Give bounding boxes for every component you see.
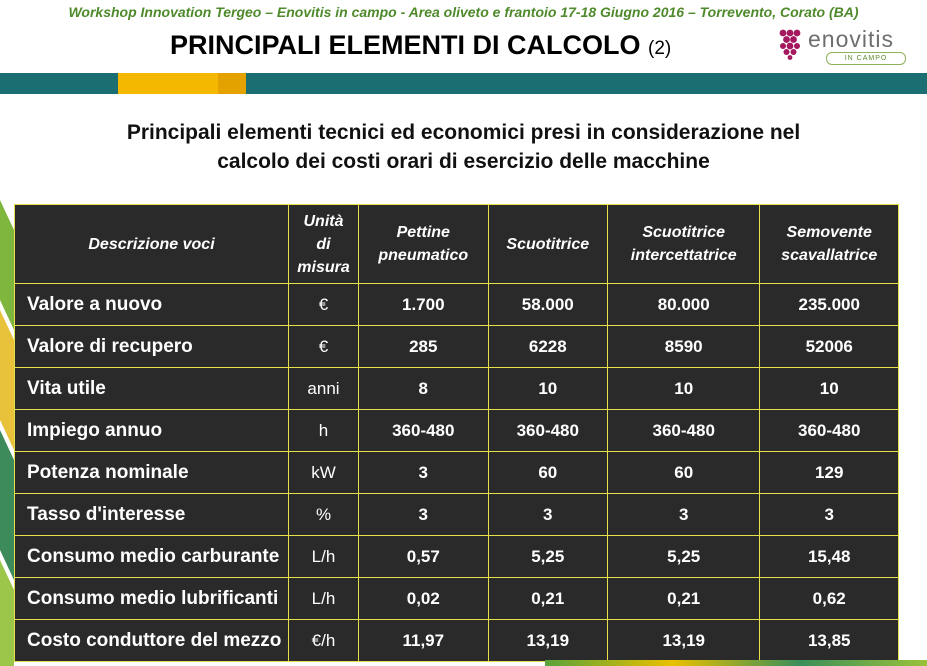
header-line: pneumatico	[378, 247, 469, 264]
table-row	[15, 284, 899, 326]
slide-subtitle	[0, 118, 927, 176]
cell-scuotitrice: 0,21	[488, 578, 607, 620]
cell-scavallatrice: 52006	[760, 326, 899, 368]
row-label: Consumo medio lubrificanti	[15, 578, 289, 620]
row-unit: €	[289, 284, 359, 326]
row-unit: kW	[289, 452, 359, 494]
slide-title-main: PRINCIPALI ELEMENTI DI CALCOLO	[170, 30, 641, 60]
cell-pettine: 0,02	[359, 578, 489, 620]
cell-scuotitrice: 360-480	[488, 410, 607, 452]
header-unit-line: Unità	[303, 212, 344, 230]
cell-scavallatrice: 129	[760, 452, 899, 494]
table-header-row	[15, 205, 899, 284]
cell-intercettatrice: 13,19	[607, 620, 759, 662]
cell-pettine: 285	[359, 326, 489, 368]
cell-intercettatrice: 5,25	[607, 536, 759, 578]
enovitis-logo	[778, 26, 918, 66]
cell-intercettatrice: 80.000	[607, 284, 759, 326]
cell-pettine: 1.700	[359, 284, 489, 326]
table-row	[15, 368, 899, 410]
header-band-yellow	[118, 73, 218, 94]
workshop-header-line: Workshop Innovation Tergeo – Enovitis in campo - Area oliveto e frantoio 17-18 Giugno 2016 – Torrevento, Corato (BA)	[68, 4, 859, 20]
row-label: Potenza nominale	[15, 452, 289, 494]
header-unit-line: di	[316, 235, 331, 253]
header-unit	[289, 205, 359, 284]
cell-scuotitrice: 13,19	[488, 620, 607, 662]
cell-scuotitrice: 3	[488, 494, 607, 536]
cell-pettine: 3	[359, 494, 489, 536]
cell-scavallatrice: 13,85	[760, 620, 899, 662]
header-line: scavallatrice	[781, 247, 878, 264]
header-line: Semovente	[786, 224, 872, 241]
cell-scuotitrice: 58.000	[488, 284, 607, 326]
table-row	[15, 536, 899, 578]
cell-pettine: 0,57	[359, 536, 489, 578]
row-unit: L/h	[289, 536, 359, 578]
cell-scuotitrice: 10	[488, 368, 607, 410]
cell-scuotitrice: 6228	[488, 326, 607, 368]
logo-tagline: IN CAMPO	[826, 52, 906, 65]
slide-title	[170, 30, 671, 61]
row-label: Vita utile	[15, 368, 289, 410]
cell-scavallatrice: 360-480	[760, 410, 899, 452]
cell-intercettatrice: 10	[607, 368, 759, 410]
header-band-yellow-accent	[218, 73, 246, 94]
cell-intercettatrice: 8590	[607, 326, 759, 368]
cell-intercettatrice: 60	[607, 452, 759, 494]
bottom-decoration-strip	[545, 660, 927, 666]
cell-intercettatrice: 3	[607, 494, 759, 536]
cell-scavallatrice: 0,62	[760, 578, 899, 620]
table-row	[15, 578, 899, 620]
cell-scuotitrice: 60	[488, 452, 607, 494]
grape-cluster-icon	[778, 28, 804, 60]
header-scuotitrice: Scuotitrice	[488, 205, 607, 284]
row-unit: anni	[289, 368, 359, 410]
logo-wordmark: enovitis	[808, 26, 894, 52]
header-description: Descrizione voci	[15, 205, 289, 284]
header-scuotitrice-intercettatrice	[607, 205, 759, 284]
table-row	[15, 620, 899, 662]
cell-intercettatrice: 360-480	[607, 410, 759, 452]
row-label: Costo conduttore del mezzo	[15, 620, 289, 662]
row-label: Consumo medio carburante	[15, 536, 289, 578]
header-semovente-scavallatrice	[760, 205, 899, 284]
header-line: Scuotitrice	[642, 224, 726, 241]
cell-scavallatrice: 235.000	[760, 284, 899, 326]
header-line: intercettatrice	[630, 247, 737, 264]
cell-pettine: 8	[359, 368, 489, 410]
left-decoration	[0, 200, 14, 666]
row-label: Valore a nuovo	[15, 284, 289, 326]
row-label: Valore di recupero	[15, 326, 289, 368]
subtitle-line-2: calcolo dei costi orari di esercizio delle macchine	[217, 150, 710, 173]
cell-scavallatrice: 3	[760, 494, 899, 536]
row-unit: %	[289, 494, 359, 536]
row-unit: h	[289, 410, 359, 452]
table-row	[15, 494, 899, 536]
cost-elements-table	[14, 204, 899, 662]
header-unit-line: misura	[297, 258, 350, 276]
table-row	[15, 326, 899, 368]
header-pettine-pneumatico	[359, 205, 489, 284]
cell-pettine: 3	[359, 452, 489, 494]
cell-scuotitrice: 5,25	[488, 536, 607, 578]
subtitle-line-1: Principali elementi tecnici ed economici presi in considerazione nel	[126, 121, 801, 144]
slide-title-suffix: (2)	[648, 38, 672, 59]
cell-intercettatrice: 0,21	[607, 578, 759, 620]
cell-scavallatrice: 15,48	[760, 536, 899, 578]
row-label: Impiego annuo	[15, 410, 289, 452]
row-unit: €/h	[289, 620, 359, 662]
row-unit: L/h	[289, 578, 359, 620]
cell-scavallatrice: 10	[760, 368, 899, 410]
table-row	[15, 410, 899, 452]
row-label: Tasso d'interesse	[15, 494, 289, 536]
cell-pettine: 11,97	[359, 620, 489, 662]
table-row	[15, 452, 899, 494]
row-unit: €	[289, 326, 359, 368]
cell-pettine: 360-480	[359, 410, 489, 452]
header-line: Pettine	[396, 224, 450, 241]
